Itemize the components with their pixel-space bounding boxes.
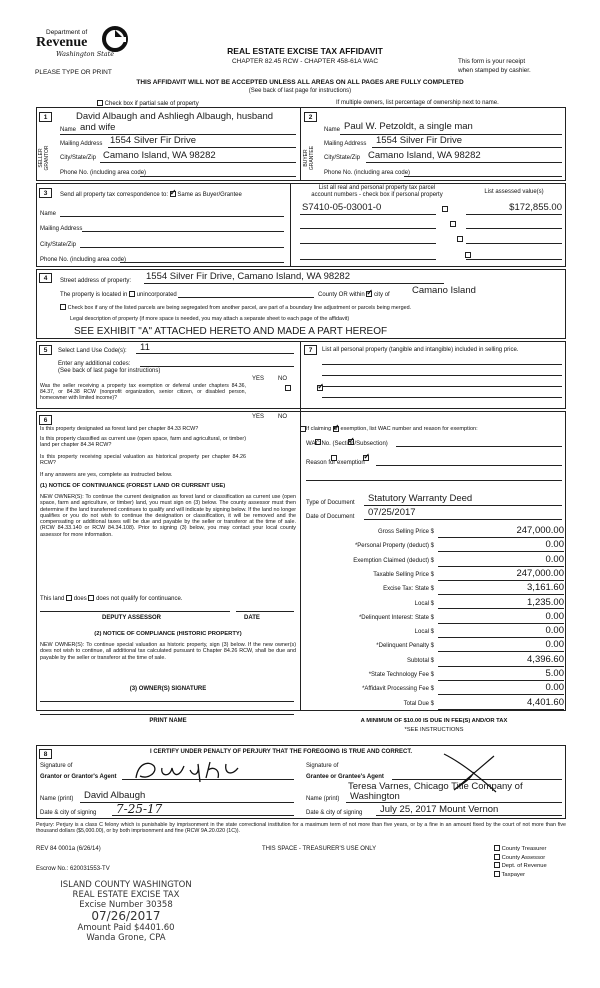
seller-city[interactable]: Camano Island, WA 98282	[103, 150, 216, 161]
dist-taxpayer	[494, 871, 547, 880]
fee-row	[306, 526, 564, 536]
fee-label: *Personal Property (deduct) $	[354, 543, 434, 550]
personal-prop-label: List all personal property (tangible and intangible) included in selling price.	[322, 347, 519, 353]
buyer-mail-label: Mailing Address	[324, 141, 367, 147]
grantee-name-underline	[346, 802, 562, 803]
s7-line-1	[322, 364, 562, 365]
section-7-number: 7	[304, 345, 317, 355]
dept-revenue: Revenue	[36, 35, 88, 50]
assessed-value[interactable]: $172,855.00	[509, 202, 562, 213]
notice-1-text: NEW OWNER(S): To continue the current designation as forest land or classification as current use (open space, farm and agriculture, or timber) land, you must sign on (3) below. The county assessor must then determine if the land transferred continues to qualify and will indicate by signing below. If the land no longer qualifies or you do not wish to continue the designation or classification, it will be removed and the compensating or additional taxes will be due and payable by the seller or transferor at the time of sale. (RCW 84.33.140 or RCW 84.34.108). Prior to signing (3) below, you may contact your local county assessor for more information.	[40, 494, 296, 538]
buyer-city[interactable]: Camano Island, WA 98282	[368, 150, 481, 161]
buyer-phone-underline	[404, 176, 562, 177]
buyer-city-label: City/State/Zip	[324, 155, 361, 161]
wac-claim-label: If claiming an exemption, list WAC number and reason for exemption:	[306, 426, 478, 432]
does-checkbox[interactable]	[66, 595, 72, 601]
s6-if-yes: If any answers are yes, complete as instructed below.	[40, 472, 173, 478]
fee-value[interactable]: 4,396.60	[438, 655, 564, 667]
s3-name-underline	[60, 216, 284, 217]
s3-mail-underline	[82, 231, 284, 232]
section-3-divider	[290, 183, 291, 267]
city-of-checkbox[interactable]	[366, 291, 372, 297]
send-correspondence	[60, 191, 242, 199]
buyer-mail-underline	[372, 147, 562, 148]
street-underline	[144, 283, 444, 284]
form-chapter: CHAPTER 82.45 RCW - CHAPTER 458-61A WAC	[231, 58, 379, 65]
fee-row	[306, 569, 564, 579]
dept-state: Washington State	[56, 50, 115, 58]
section-5-number: 5	[39, 345, 52, 355]
grantee-name-line2[interactable]: Washington	[350, 791, 400, 802]
buyer-name[interactable]: Paul W. Petzoldt, a single man	[344, 121, 473, 132]
dept-of: Department of	[46, 29, 88, 36]
warning-line: THIS AFFIDAVIT WILL NOT BE ACCEPTED UNLESS ALL AREAS ON ALL PAGES ARE FULLY COMPLETED	[136, 79, 464, 86]
buyer-mail[interactable]: 1554 Silver Fir Drive	[376, 135, 463, 146]
fee-label: *Affidavit Processing Fee $	[362, 686, 434, 693]
partial-sale-label: Check box if partial sale of property	[104, 101, 199, 107]
parcel-header-2: account numbers - check box if personal property	[311, 192, 443, 198]
buyer-city-underline	[366, 162, 562, 163]
stamp-line-6: Wanda Grone, CPA	[86, 933, 166, 943]
assessed-header: List assessed value(s)	[484, 189, 544, 195]
fee-row	[306, 640, 564, 650]
multiple-owners-note: If multiple owners, list percentage of ownership next to name.	[336, 100, 499, 106]
wac-no-underline	[396, 446, 562, 447]
fee-row	[306, 540, 564, 550]
perjury-note: Perjury: Perjury is a class C felony which is punishable by imprisonment in the state correctional institution for a maximum term of not more than five years, or by a fine in an amount fixed by the court of not more than five thousand dollars ($5,000.00), or by both imprisonment and fine (RCW 9A.20.020 (1C)).	[36, 822, 566, 834]
personal-prop-checkbox-2[interactable]	[450, 221, 456, 227]
dor-logo-mark-icon	[102, 26, 128, 52]
s3-city-underline	[80, 247, 284, 248]
property-city[interactable]: Camano Island	[412, 285, 476, 296]
assessed-line-4	[466, 259, 562, 260]
fee-value[interactable]: 0.00	[438, 683, 564, 695]
s5-exemption-question: Was the seller receiving a property tax exemption or deferral under chapters 84.36, 84.37, or 84.38 RCW (nonprofit organization, senior citizen, or disabled person, homeowner with limited income)?	[40, 383, 246, 401]
dist-label-4: Taxpayer	[501, 871, 526, 878]
see-back-header: (See back of last page for instructions)	[248, 88, 352, 94]
grantee-date-underline	[376, 815, 562, 816]
distribution-list	[494, 845, 547, 879]
fee-row	[306, 698, 564, 708]
s5-no-header: NO	[278, 376, 287, 382]
does-not-checkbox[interactable]	[88, 595, 94, 601]
does-label: does	[73, 596, 87, 602]
seller-side-label: SELLER GRANTOR	[38, 145, 50, 171]
s7-line-4	[322, 397, 562, 398]
doc-date[interactable]: 07/25/2017	[368, 507, 416, 518]
owner-sig-line	[40, 701, 294, 702]
sig-of-grantor: Signature of	[40, 763, 73, 769]
fee-label: *State Technology Fee $	[368, 672, 434, 678]
fee-label: Local $	[414, 629, 434, 636]
grantor-signature-icon	[132, 756, 242, 784]
does-not-label: does not qualify for continuance.	[96, 596, 183, 602]
stamp-line-2: REAL ESTATE EXCISE TAX	[72, 890, 180, 900]
fee-label: *Delinquent Interest: State $	[358, 614, 434, 621]
s3-city-label: City/State/Zip	[40, 242, 77, 248]
seller-city-label: City/State/Zip	[60, 155, 97, 161]
receipt-note-2: when stamped by cashier.	[458, 67, 531, 74]
fee-label: Exemption Claimed (deduct) $	[353, 557, 434, 564]
notice-1-title: (1) NOTICE OF CONTINUANCE (FOREST LAND OR CURRENT USE)	[40, 483, 226, 489]
segregated-label: Check box if any of the listed parcels are being segregated from another parcel, are part of a boundary line adjustment or parcels being merged.	[67, 305, 412, 311]
county-or-label: County OR within	[318, 292, 365, 298]
section-divider	[300, 107, 301, 181]
reason-underline	[376, 465, 562, 466]
street-label: Street address of property:	[60, 278, 132, 284]
partial-sale-checkbox[interactable]	[97, 100, 103, 106]
unincorporated-label: unincorporated	[136, 292, 177, 298]
located-in-label: The property is located in	[60, 292, 128, 298]
grantee-name-print-label: Name (print)	[306, 796, 340, 802]
section-1-number: 1	[39, 112, 52, 122]
stamp-line-3: Excise Number 30358	[79, 900, 173, 910]
escrow-number: Escrow No.: 620031553-TV	[36, 866, 110, 872]
seller-city-underline	[100, 162, 296, 163]
stamp-line-5: Amount Paid $4401.60	[77, 923, 175, 933]
dist-checkbox-3[interactable]	[494, 862, 500, 868]
s6-q1: Is this property designated as forest land per chapter 84.33 RCW?	[40, 426, 199, 432]
section-4-number: 4	[39, 273, 52, 283]
seller-phone-underline	[140, 176, 296, 177]
notice-2-text: NEW OWNER(S): To continue special valuation as historic property, sign (3) below. If the new owner(s) does not wish to continue, all additional tax calculated pursuant to Chapter 84.26 RCW, shall be due and payable by the seller or transferor at the time of sale.	[40, 642, 296, 661]
treasurer-stamp	[36, 880, 216, 943]
seller-name-line1: David Albaugh and Ashliegh Albaugh, husband	[76, 111, 274, 122]
fee-row	[306, 612, 564, 622]
dist-label-2: County Assessor	[501, 854, 546, 861]
fee-row	[306, 598, 564, 608]
s6-q3: Is this property receiving special valuation as historical property per chapter 84.26 RCW?	[40, 454, 246, 467]
legal-desc-label: Legal description of property (if more space is needed, you may attach a separate sheet to each page of the affidavit)	[70, 316, 350, 322]
fee-label: *Delinquent Penalty $	[376, 643, 434, 650]
fee-label: Taxable Selling Price $	[373, 571, 434, 578]
minimum-fee-note: A MINIMUM OF $10.00 IS DUE IN FEE(S) AND/OR TAX	[360, 718, 508, 724]
fee-row	[306, 683, 564, 693]
assessed-line-1	[466, 214, 562, 215]
s5-yes-header: YES	[252, 376, 265, 382]
seller-name-line2: and wife	[80, 122, 116, 133]
this-land-label: This land	[40, 596, 65, 602]
s7-line-3	[322, 386, 562, 387]
s7-line-2	[322, 375, 562, 376]
fee-row	[306, 626, 564, 636]
unincorporated-checkbox[interactable]	[129, 291, 135, 297]
grantor-date-underline	[112, 815, 294, 816]
parcel-line-1	[300, 214, 436, 215]
buyer-name-label: Name	[324, 127, 341, 133]
same-as-buyer-label: Same as Buyer/Grantee	[177, 192, 242, 198]
fee-row	[306, 669, 564, 679]
seller-name-label: Name	[60, 127, 77, 133]
dist-checkbox-4[interactable]	[494, 871, 500, 877]
fee-value[interactable]: 0.00	[438, 612, 564, 624]
seller-mail[interactable]: 1554 Silver Fir Drive	[110, 135, 197, 146]
s3-phone-underline	[120, 262, 284, 263]
fee-row	[306, 583, 564, 593]
s6-yes-header: YES	[252, 414, 265, 420]
segregated-row	[60, 304, 411, 312]
s6-q2: Is this property classified as current use (open space, farm and agricultural, or timber) land per chapter 84.34 RCW?	[40, 436, 246, 449]
fee-value[interactable]: 5.00	[438, 669, 564, 681]
seller-mail-underline	[108, 147, 296, 148]
dor-logo	[36, 24, 136, 70]
dist-checkbox-1[interactable]	[494, 845, 500, 851]
fee-value[interactable]: 0.00	[438, 640, 564, 652]
see-instructions: *SEE INSTRUCTIONS	[404, 727, 464, 733]
grantor-name-underline	[80, 802, 294, 803]
grantor-date[interactable]: 7-25-17	[116, 802, 163, 816]
grantee-date[interactable]: July 25, 2017 Mount Vernon	[380, 804, 499, 815]
fee-label: Total Due $	[403, 700, 434, 707]
fee-label: Gross Selling Price $	[377, 529, 434, 535]
grantee-name-line1[interactable]: Teresa Varnes, Chicago Title Company of	[348, 781, 523, 792]
sig-of-grantee: Signature of	[306, 763, 339, 769]
seller-phone-label: Phone No. (including area code)	[60, 170, 147, 176]
s6-no-header: NO	[278, 414, 287, 420]
land-use-label: Select Land Use Code(s):	[58, 348, 127, 354]
s5-see-back: (See back of last page for instructions)	[58, 368, 161, 374]
parcel-line-3	[300, 243, 436, 244]
dist-checkbox-2[interactable]	[494, 854, 500, 860]
buyer-phone-label: Phone No. (including area code)	[324, 170, 411, 176]
grantor-agent-label: Grantor or Grantor's Agent	[40, 774, 117, 780]
located-in	[60, 291, 177, 299]
type-or-print: PLEASE TYPE OR PRINT	[35, 69, 112, 76]
dist-label-1: County Treasurer	[501, 846, 547, 852]
reason-label: Reason for exemption	[306, 460, 365, 466]
receipt-note-1: This form is your receipt	[458, 58, 526, 65]
fee-value[interactable]: 247,000.00	[438, 526, 564, 538]
deputy-date-label: DATE	[244, 615, 260, 621]
seller-mail-label: Mailing Address	[60, 141, 103, 147]
city-of-label: city of	[374, 292, 390, 298]
personal-prop-checkbox-4[interactable]	[465, 252, 471, 258]
street-address[interactable]: 1554 Silver Fir Drive, Camano Island, WA 98282	[146, 271, 350, 282]
grantor-name-print[interactable]: David Albaugh	[84, 790, 146, 801]
parcel-header-1: List all real and personal property tax parcel	[318, 185, 436, 191]
treasurer-use: THIS SPACE - TREASURER'S USE ONLY	[262, 846, 377, 852]
dist-label-3: Dept. of Revenue	[501, 863, 547, 869]
assessed-line-2	[466, 228, 562, 229]
dist-dept-revenue	[494, 862, 547, 871]
section-8-number: 8	[39, 749, 52, 759]
section-6-number: 6	[39, 415, 52, 425]
deputy-date-line	[236, 611, 294, 612]
doc-type-label: Type of Document	[306, 500, 355, 506]
certify-line: I CERTIFY UNDER PENALTY OF PERJURY THAT THE FOREGOING IS TRUE AND CORRECT.	[150, 749, 413, 755]
doc-date-label: Date of Document	[306, 514, 355, 520]
fee-value[interactable]: 1,235.00	[438, 598, 564, 610]
s3-mail-label: Mailing Address	[40, 226, 83, 232]
fee-value[interactable]: 0.00	[438, 626, 564, 638]
parcel-line-2	[300, 228, 436, 229]
additional-codes-underline	[140, 366, 294, 367]
s3-phone-label: Phone No. (including area code)	[40, 257, 127, 263]
land-use-code[interactable]: 11	[140, 342, 150, 353]
grantor-date-label: Date & city of signing	[40, 810, 97, 816]
personal-prop-checkbox-3[interactable]	[457, 236, 463, 242]
fee-label: Excise Tax: State $	[383, 586, 434, 593]
parcel-line-4	[300, 259, 436, 260]
personal-prop-checkbox-1[interactable]	[442, 206, 448, 212]
send-correspondence-label: Send all property tax correspondence to:	[60, 192, 169, 198]
county-underline	[178, 297, 314, 298]
fee-value[interactable]: 3,161.60	[438, 583, 564, 595]
segregated-checkbox[interactable]	[60, 304, 66, 310]
wac-no-label: WAC No. (Section/Subsection)	[306, 441, 388, 447]
fee-label: Subtotal $	[406, 657, 434, 664]
grantee-agent-label: Grantee or Grantee's Agent	[306, 774, 384, 780]
stamp-line-4: 07/26/2017	[91, 909, 161, 923]
doc-date-underline	[364, 519, 562, 520]
buyer-side-label: BUYER GRANTEE	[303, 145, 315, 171]
dist-county-treasurer	[494, 845, 547, 854]
section-3-number: 3	[39, 188, 52, 198]
fee-row	[306, 655, 564, 665]
s3-name-label: Name	[40, 211, 57, 217]
legal-description[interactable]: SEE EXHIBIT "A" ATTACHED HERETO AND MADE A PART HEREOF	[74, 326, 388, 337]
form-title: REAL ESTATE EXCISE TAX AFFIDAVIT	[227, 46, 383, 56]
reason-underline-2	[306, 480, 562, 481]
fee-value[interactable]: 4,401.60	[438, 698, 564, 710]
notice-2-title: (2) NOTICE OF COMPLIANCE (HISTORIC PROPERTY)	[94, 631, 242, 637]
rev-number: REV 84 0001a (6/26/14)	[36, 846, 101, 852]
s5-exemption-yes[interactable]	[285, 385, 291, 391]
print-name-line	[40, 714, 294, 715]
doc-type[interactable]: Statutory Warranty Deed	[368, 493, 473, 504]
print-name-label: PRINT NAME	[149, 718, 187, 724]
owner-signature-label: (3) OWNER(S) SIGNATURE	[129, 686, 207, 692]
assessed-line-3	[466, 243, 562, 244]
fee-value[interactable]: 0.00	[438, 555, 564, 567]
parcel-number[interactable]: S7410-05-03001-0	[302, 202, 382, 213]
land-use-underline	[136, 353, 294, 354]
fee-row	[306, 555, 564, 565]
continuance-row	[40, 595, 182, 603]
same-as-buyer-checkbox[interactable]	[170, 191, 176, 197]
county-or-within	[318, 291, 390, 299]
stamp-line-1: ISLAND COUNTY WASHINGTON	[60, 880, 192, 890]
grantee-date-label: Date & city of signing	[306, 810, 363, 816]
fee-label: Local $	[414, 600, 434, 607]
dist-county-assessor	[494, 854, 547, 863]
fee-value[interactable]: 247,000.00	[438, 569, 564, 581]
fee-value[interactable]: 0.00	[438, 540, 564, 552]
grantor-name-print-label: Name (print)	[40, 796, 74, 802]
section-2-number: 2	[304, 112, 317, 122]
doc-type-underline	[364, 505, 562, 506]
additional-codes-label: Enter any additional codes:	[58, 361, 131, 367]
deputy-line	[40, 611, 230, 612]
deputy-label: DEPUTY ASSESSOR	[102, 615, 162, 621]
